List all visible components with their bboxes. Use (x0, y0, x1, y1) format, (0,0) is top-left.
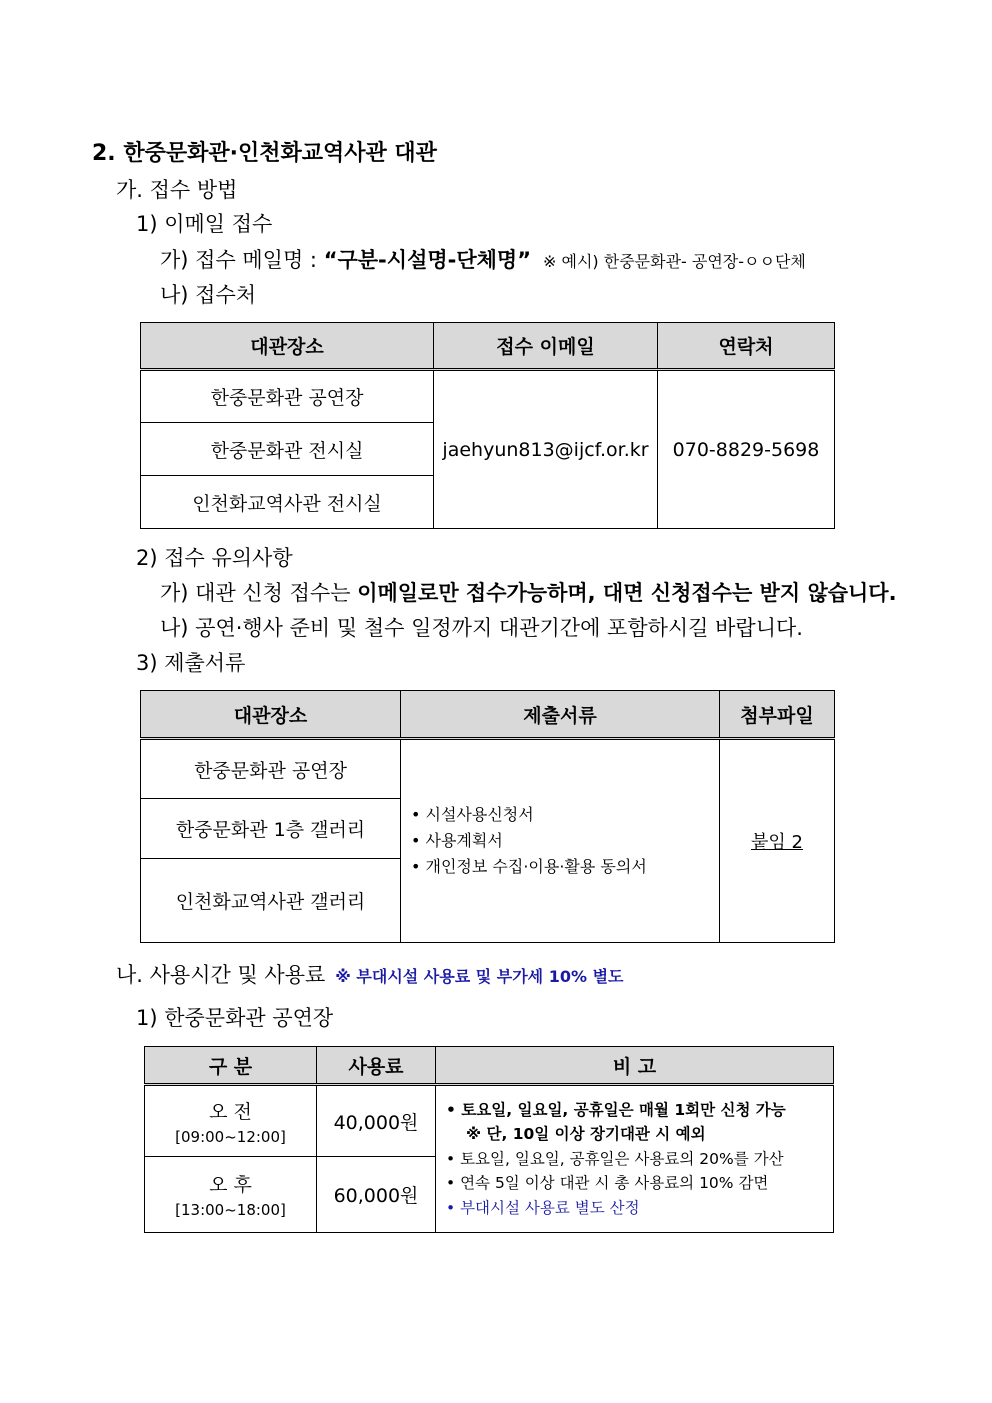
header-venue: 대관장소 (141, 323, 434, 370)
venue-cell: 인천화교역사관 갤러리 (141, 859, 401, 943)
usage-note: ※ 부대시설 사용료 및 부가세 10% 별도 (335, 967, 624, 986)
notice-prefix: 가) 대관 신청 접수는 (160, 581, 358, 605)
header-venue: 대관장소 (141, 691, 401, 739)
fee-cell: 40,000원 (317, 1085, 436, 1157)
document-item: • 개인정보 수집·이용·활용 동의서 (411, 857, 647, 876)
document-item: • 사용계획서 (411, 831, 503, 850)
period-label: 오 후 (209, 1174, 252, 1196)
documents-table (140, 690, 835, 943)
section-heading: 2. 한중문화관·인천화교역사관 대관 (92, 141, 437, 166)
period-cell (145, 1085, 317, 1157)
venue-cell: 한중문화관 전시실 (141, 423, 434, 476)
item-documents-title: 3) 제출서류 (136, 651, 246, 675)
mail-subject-format: “구분-시설명-단체명” (323, 248, 532, 272)
subsection-na-title (116, 962, 623, 990)
header-documents: 제출서류 (401, 691, 720, 739)
remark-exception: ※ 단, 10일 이상 장기대관 시 예외 (466, 1125, 706, 1144)
venue-cell: 한중문화관 공연장 (141, 739, 401, 799)
venue-cell: 인천화교역사관 전시실 (141, 476, 434, 529)
usage-title: 나. 사용시간 및 사용료 (116, 963, 326, 987)
remark-item: • 토요일, 일요일, 공휴일은 사용료의 20%를 가산 (446, 1149, 784, 1168)
notice-schedule: 나) 공연·행사 준비 및 철수 일정까지 대관기간에 포함하시길 바랍니다. (160, 616, 803, 640)
header-contact: 연락처 (658, 323, 835, 370)
header-remarks: 비 고 (436, 1047, 834, 1085)
fee-cell: 60,000원 (317, 1157, 436, 1233)
remark-item: • 토요일, 일요일, 공휴일은 매월 1회만 신청 가능 (446, 1100, 786, 1119)
mail-subject-example: ※ 예시) 한중문화관- 공연장-ㅇㅇ단체 (543, 252, 806, 271)
email-cell: jaehyun813@ijcf.or.kr (434, 370, 658, 529)
item-hall-title: 1) 한중문화관 공연장 (136, 1006, 334, 1030)
period-cell (145, 1157, 317, 1233)
item-mail-subject (160, 247, 806, 275)
venue-cell: 한중문화관 1층 갤러리 (141, 799, 401, 859)
fee-table (144, 1046, 834, 1233)
subsection-ga-title: 가. 접수 방법 (116, 178, 238, 202)
item-email-title: 1) 이메일 접수 (136, 212, 273, 236)
remark-item: • 연속 5일 이상 대관 시 총 사용료의 10% 감면 (446, 1174, 769, 1193)
receiver-table (140, 322, 835, 529)
document-item: • 시설사용신청서 (411, 805, 534, 824)
item-notice-title: 2) 접수 유의사항 (136, 546, 293, 570)
period-label: 오 전 (209, 1100, 252, 1123)
remarks-cell (436, 1085, 834, 1233)
header-email: 접수 이메일 (434, 323, 658, 370)
mail-subject-prefix: 가) 접수 메일명 : (160, 248, 324, 272)
notice-bold: 이메일로만 접수가능하며, 대면 신청접수는 받지 않습니다. (357, 581, 897, 605)
period-time: [09:00~12:00] (175, 1127, 286, 1146)
header-attachment: 첨부파일 (720, 691, 835, 739)
remark-item: • 부대시설 사용료 별도 산정 (446, 1198, 640, 1217)
attachment-link[interactable]: 붙임 2 (751, 832, 803, 853)
item-receiver-title: 나) 접수처 (160, 283, 257, 307)
venue-cell: 한중문화관 공연장 (141, 370, 434, 423)
header-category: 구 분 (145, 1047, 317, 1085)
notice-email-only (160, 580, 897, 606)
documents-list (401, 739, 720, 943)
header-fee: 사용료 (317, 1047, 436, 1085)
phone-cell: 070-8829-5698 (658, 370, 835, 529)
period-time: [13:00~18:00] (175, 1201, 286, 1219)
attachment-cell (720, 739, 835, 943)
